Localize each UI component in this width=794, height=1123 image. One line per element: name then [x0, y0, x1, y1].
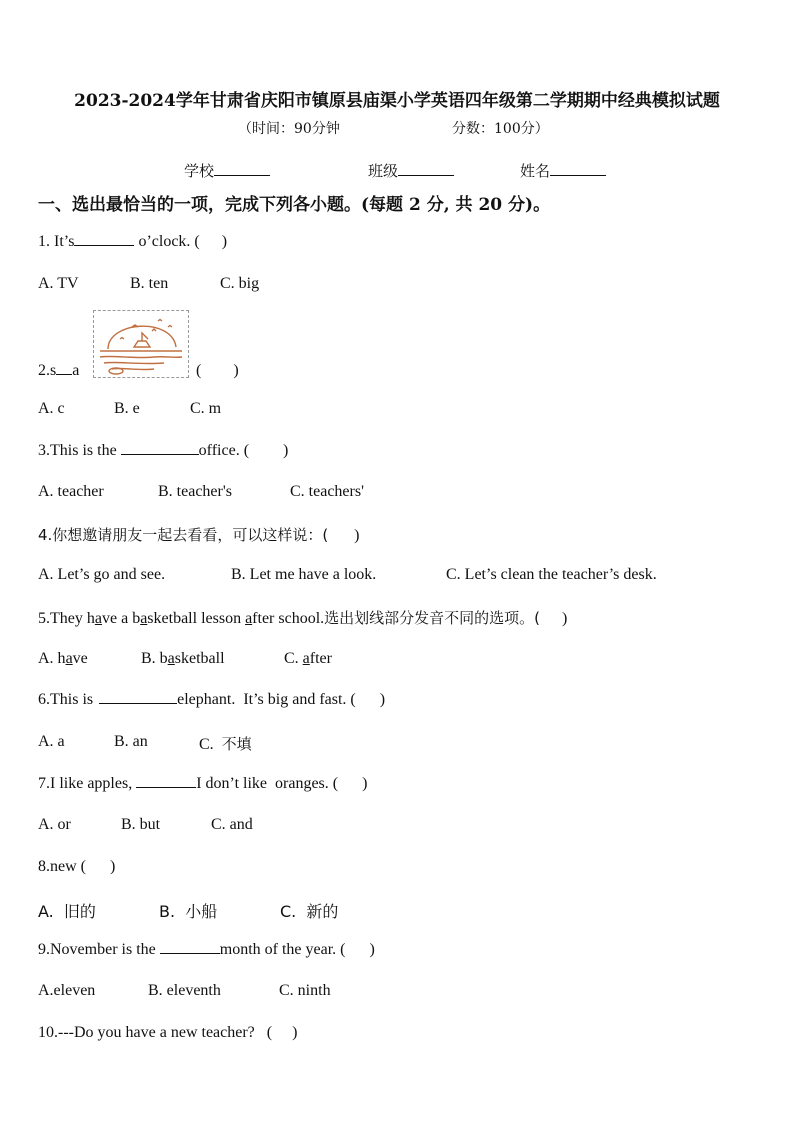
question-8: [38, 858, 115, 876]
q5-paren-close: ): [562, 610, 568, 627]
q1-stem: 1. It’s: [38, 233, 75, 250]
q2-paren: ( ): [196, 362, 239, 379]
school-field: [184, 160, 270, 181]
q5-a-underlined: a: [65, 650, 73, 667]
school-label: 学校: [184, 162, 215, 180]
sunset-sea-picture: [93, 310, 189, 378]
q10-paren-close: ): [292, 1024, 298, 1041]
school-blank[interactable]: [214, 161, 270, 176]
q7-option-a[interactable]: A. or: [38, 816, 71, 833]
page-title: 2023-2024学年甘肃省庆阳市镇原县庙渠小学英语四年级第二学期期中经典模拟试题: [74, 91, 720, 111]
q5-a-post: ve: [72, 650, 88, 667]
q5-option-c[interactable]: [284, 650, 332, 668]
q9-paren-close: ): [369, 941, 375, 958]
q5-text-2: ve a b: [101, 610, 141, 627]
q6-stem-cont: elephant. It’s big and fast. (: [177, 691, 356, 708]
sunset-icon: [94, 311, 188, 377]
q9-stem: 9.November is the: [38, 941, 156, 958]
q7-option-c[interactable]: C. and: [211, 816, 253, 833]
exam-time: （时间：90分钟: [238, 121, 340, 137]
q3-paren-close: ): [283, 442, 289, 459]
q2-option-c[interactable]: C. m: [190, 400, 222, 417]
q5-c-post: fter: [309, 650, 332, 667]
q2-stem-cont: a: [72, 362, 80, 379]
question-1: [38, 233, 227, 251]
q7-paren-close: ): [362, 775, 368, 792]
q1-option-b[interactable]: B. ten: [130, 275, 169, 292]
name-blank[interactable]: [550, 161, 606, 176]
q8-option-c[interactable]: C. 新的: [280, 902, 339, 921]
q3-option-c[interactable]: C. teachers': [290, 483, 364, 500]
question-10: [38, 1024, 297, 1042]
q8-stem: 8.new (: [38, 858, 86, 875]
q5-underlined-1: a: [94, 610, 102, 627]
question-7: [38, 775, 367, 793]
question-3: [38, 442, 288, 460]
q5-option-a[interactable]: [38, 650, 88, 668]
q4-stem: 4.你想邀请朋友一起去看看，可以这样说：(: [38, 526, 329, 544]
q3-option-b[interactable]: B. teacher's: [158, 483, 232, 500]
q5-c-underlined: a: [302, 650, 310, 667]
q6-option-a[interactable]: A. a: [38, 733, 65, 750]
q1-blank[interactable]: [74, 233, 134, 246]
q5-a-pre: A. h: [38, 650, 66, 667]
q5-instruction: 选出划线部分发音不同的选项。(: [324, 609, 541, 627]
q1-option-c[interactable]: C. big: [220, 275, 260, 292]
name-label: 姓名: [520, 162, 551, 180]
q6-stem: 6.This is: [38, 691, 94, 708]
q9-option-b[interactable]: B. eleventh: [148, 982, 221, 999]
q5-text-4: fter school.: [252, 610, 325, 627]
q4-option-b[interactable]: B. Let me have a look.: [231, 566, 377, 583]
q3-stem-cont: office. (: [198, 442, 250, 459]
question-5: [38, 607, 567, 628]
q6-c-text: 不填: [221, 735, 252, 753]
q3-stem: 3.This is the: [38, 442, 117, 459]
q6-option-c[interactable]: [199, 733, 252, 754]
q6-paren-close: ): [379, 691, 386, 708]
q9-option-c[interactable]: C. ninth: [279, 982, 331, 999]
q2-option-a[interactable]: A. c: [38, 400, 65, 417]
q2-blank[interactable]: [56, 362, 72, 375]
q9-stem-cont: month of the year. (: [219, 941, 346, 958]
q9-option-a[interactable]: A.eleven: [38, 982, 96, 999]
q4-option-a[interactable]: A. Let’s go and see.: [38, 566, 166, 583]
name-field: [520, 160, 606, 181]
q8-option-b[interactable]: B. 小船: [159, 902, 218, 921]
q5-text: 5.They h: [38, 610, 95, 627]
q4-option-c[interactable]: C. Let’s clean the teacher’s desk.: [446, 566, 657, 583]
class-blank[interactable]: [398, 161, 454, 176]
q2-stem: 2.s: [38, 362, 57, 379]
q2-option-b[interactable]: B. e: [114, 400, 140, 417]
question-9: [38, 941, 375, 959]
exam-score: 分数：100分）: [452, 121, 549, 137]
q8-option-a[interactable]: A. 旧的: [38, 902, 96, 921]
q7-stem: 7.I like apples,: [38, 775, 133, 792]
q5-text-3: sketball lesson: [147, 610, 246, 627]
class-label: 班级: [368, 162, 399, 180]
q5-b-underlined: a: [167, 650, 175, 667]
section-heading: 一、选出最恰当的一项，完成下列各小题。(每题 2 分, 共 20 分)。: [38, 195, 551, 215]
q7-stem-cont: I don’t like oranges. (: [196, 775, 339, 792]
q1-option-a[interactable]: A. TV: [38, 275, 79, 292]
q5-b-post: sketball: [174, 650, 225, 667]
q7-blank[interactable]: [136, 775, 196, 788]
q5-c-pre: C.: [284, 650, 303, 667]
q3-blank[interactable]: [121, 442, 199, 455]
q5-option-b[interactable]: [141, 650, 225, 668]
q6-blank[interactable]: [99, 691, 177, 704]
question-6: [38, 691, 385, 709]
question-4: [38, 524, 360, 545]
q9-blank[interactable]: [160, 941, 220, 954]
q5-underlined-2: a: [140, 610, 148, 627]
q7-option-b[interactable]: B. but: [121, 816, 161, 833]
class-field: [368, 160, 454, 181]
question-2: [38, 362, 79, 380]
q8-paren-close: ): [109, 858, 116, 875]
q3-option-a[interactable]: A. teacher: [38, 483, 104, 500]
q5-underlined-3: a: [245, 610, 253, 627]
q5-b-pre: B. b: [141, 650, 168, 667]
q4-paren-close: ): [354, 527, 360, 544]
q1-paren-close: ): [221, 233, 228, 250]
q1-stem-cont: o’clock. (: [134, 233, 200, 250]
q6-option-b[interactable]: B. an: [114, 733, 148, 750]
q10-stem: 10.---Do you have a new teacher? (: [38, 1024, 273, 1041]
q6-c-letter: C.: [199, 736, 214, 753]
